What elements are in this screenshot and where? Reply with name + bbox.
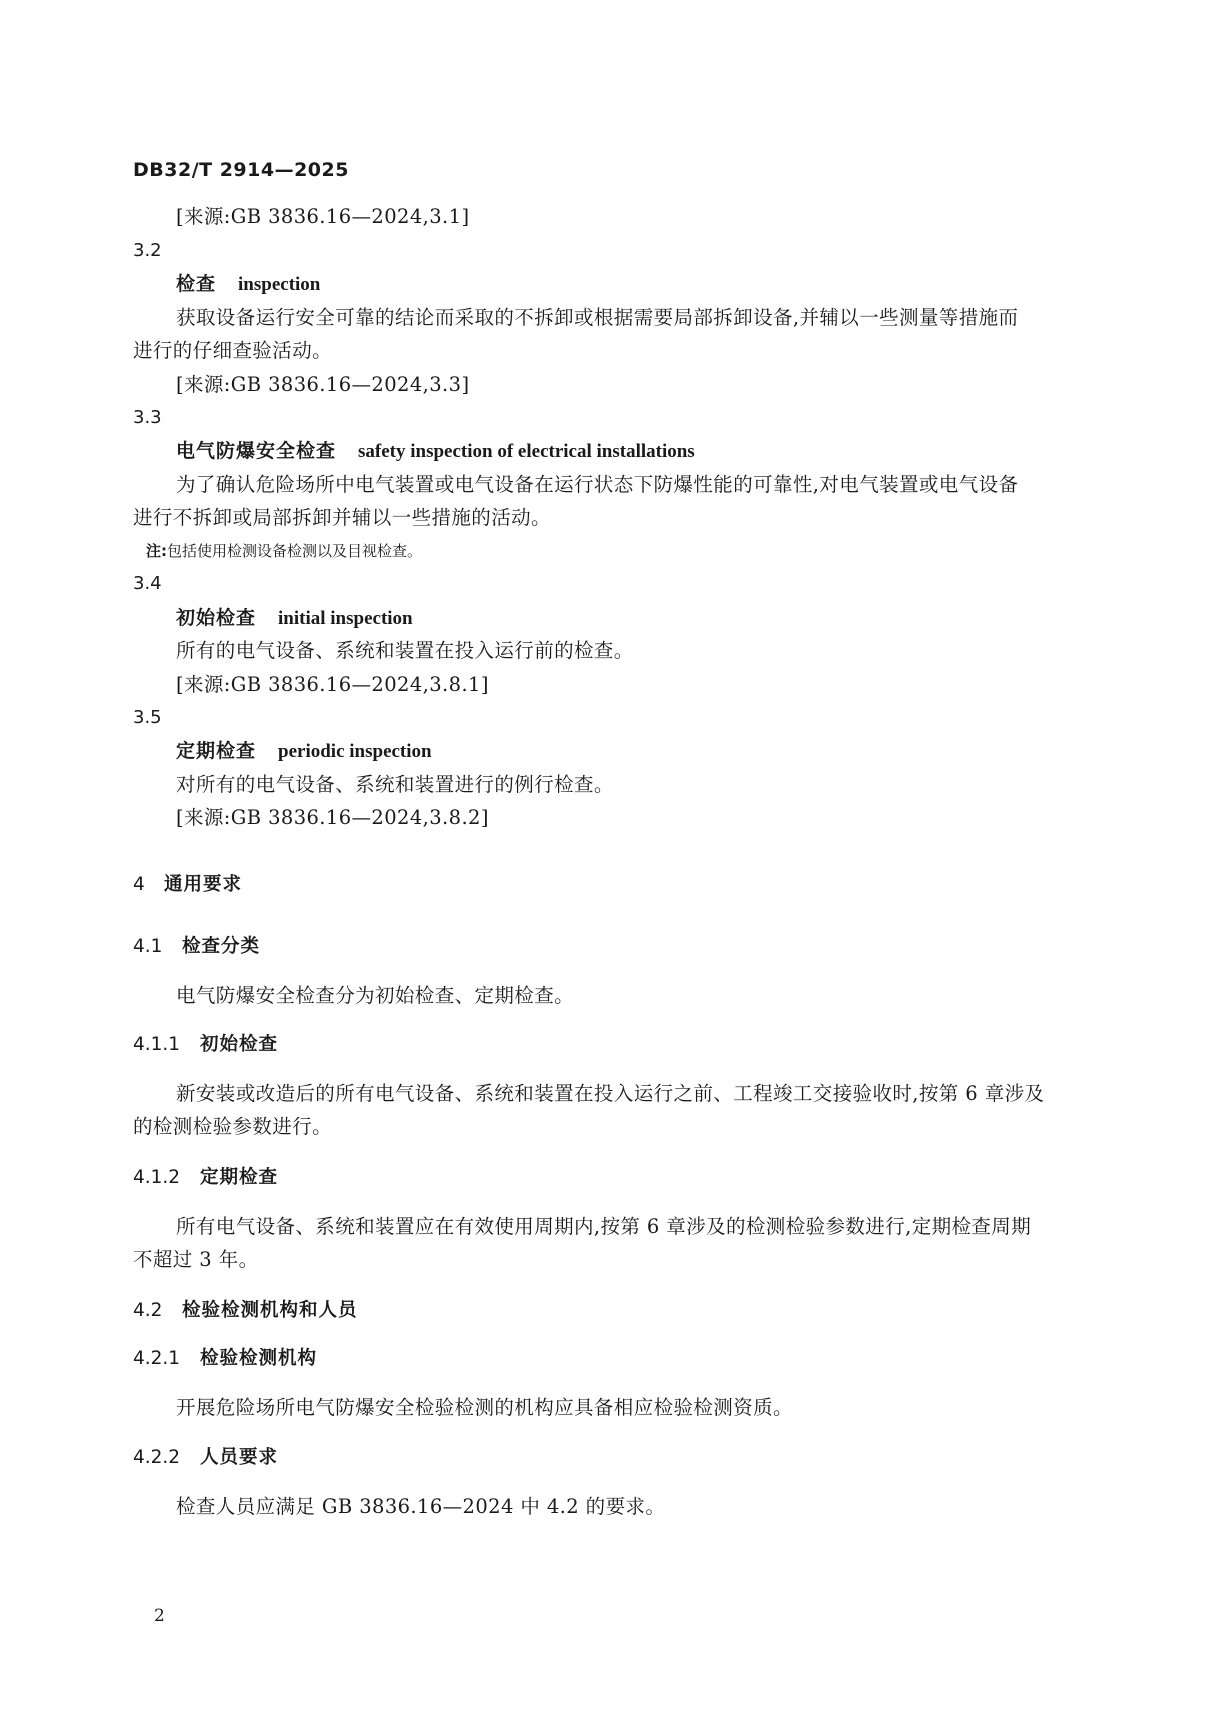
subsection-number: 4.1.1	[133, 1034, 181, 1055]
source-reference: [来源:GB 3836.16—2024,3.8.1]	[176, 673, 489, 696]
subsection-heading	[133, 934, 260, 960]
term-chinese: 定期检查	[176, 740, 257, 762]
subsection-title: 检验检测机构	[200, 1348, 318, 1369]
source-reference: [来源:GB 3836.16—2024,3.8.2]	[176, 806, 489, 829]
section-number: 4	[133, 874, 145, 895]
term-note	[146, 538, 422, 564]
section-heading	[133, 872, 242, 898]
note-label: 注:	[146, 542, 167, 560]
term-chinese: 检查	[176, 273, 217, 295]
subsection-number: 4.2.2	[133, 1447, 181, 1468]
term-definition-cont: 进行不拆卸或局部拆卸并辅以一些措施的活动。	[133, 506, 551, 529]
clause-number: 3.3	[133, 407, 162, 428]
term-definition: 为了确认危险场所中电气装置或电气设备在运行状态下防爆性能的可靠性,对电气装置或电气设备	[176, 473, 1019, 496]
subsection-number: 4.1	[133, 936, 163, 957]
source-reference: [来源:GB 3836.16—2024,3.1]	[176, 205, 470, 228]
subsection-title: 初始检查	[200, 1034, 279, 1055]
term-chinese: 电气防爆安全检查	[176, 440, 337, 462]
clause-number: 3.5	[133, 707, 162, 728]
term-heading	[176, 738, 432, 765]
paragraph: 新安装或改造后的所有电气设备、系统和装置在投入运行之前、工程竣工交接验收时,按第 6 章涉及	[176, 1082, 1045, 1105]
term-definition-cont: 进行的仔细查验活动。	[133, 339, 333, 362]
paragraph: 所有电气设备、系统和装置应在有效使用周期内,按第 6 章涉及的检测检验参数进行,定期检查周期	[176, 1215, 1032, 1238]
document-code: DB32/T 2914—2025	[133, 159, 349, 181]
term-heading	[176, 438, 695, 465]
term-heading	[176, 605, 413, 632]
subsection-heading	[133, 1445, 278, 1471]
source-reference: [来源:GB 3836.16—2024,3.3]	[176, 373, 470, 396]
subsection-number: 4.2	[133, 1300, 163, 1321]
clause-number: 3.4	[133, 573, 162, 594]
term-english: periodic inspection	[278, 741, 432, 762]
paragraph: 电气防爆安全检查分为初始检查、定期检查。	[176, 984, 575, 1007]
term-english: initial inspection	[278, 608, 413, 629]
term-definition: 所有的电气设备、系统和装置在投入运行前的检查。	[176, 639, 634, 662]
subsection-heading	[133, 1346, 317, 1372]
subsection-number: 4.1.2	[133, 1167, 181, 1188]
paragraph: 检查人员应满足 GB 3836.16—2024 中 4.2 的要求。	[176, 1495, 666, 1518]
term-definition: 获取设备运行安全可靠的结论而采取的不拆卸或根据需要局部拆卸设备,并辅以一些测量等措施而	[176, 306, 1019, 329]
term-heading	[176, 271, 320, 298]
term-english: safety inspection of electrical installations	[358, 441, 695, 462]
section-title: 通用要求	[164, 874, 243, 895]
subsection-heading	[133, 1032, 278, 1058]
subsection-heading	[133, 1165, 278, 1191]
paragraph: 开展危险场所电气防爆安全检验检测的机构应具备相应检验检测资质。	[176, 1396, 793, 1419]
subsection-title: 检查分类	[182, 936, 261, 957]
subsection-title: 检验检测机构和人员	[182, 1300, 358, 1321]
subsection-heading	[133, 1298, 358, 1324]
term-chinese: 初始检查	[176, 607, 257, 629]
term-definition: 对所有的电气设备、系统和装置进行的例行检查。	[176, 773, 614, 796]
note-text: 包括使用检测设备检测以及目视检查。	[167, 542, 423, 560]
paragraph-cont: 不超过 3 年。	[133, 1248, 259, 1271]
clause-number: 3.2	[133, 240, 162, 261]
page-number: 2	[154, 1606, 165, 1626]
subsection-number: 4.2.1	[133, 1348, 181, 1369]
subsection-title: 定期检查	[200, 1167, 279, 1188]
term-english: inspection	[238, 274, 321, 295]
paragraph-cont: 的检测检验参数进行。	[133, 1115, 333, 1138]
subsection-title: 人员要求	[200, 1447, 279, 1468]
